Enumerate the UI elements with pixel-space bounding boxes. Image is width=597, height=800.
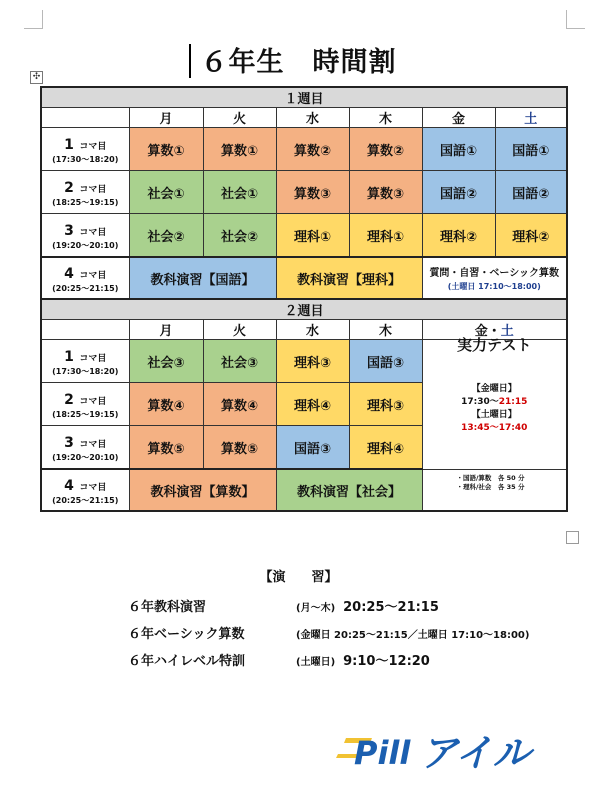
logo-text: アイル: [420, 731, 531, 775]
day-header: 木: [349, 108, 422, 128]
period-label: [41, 257, 129, 299]
class-cell: 社会①: [203, 171, 276, 214]
exercise-detail: (金曜日 20:25〜21:15／土曜日 17:10〜18:00): [296, 630, 530, 641]
period-koma: コマ目: [79, 270, 107, 281]
class-cell: 算数④: [203, 383, 276, 426]
period-label: [41, 340, 129, 383]
class-cell: 算数①: [129, 128, 203, 171]
ability-test-cell: [422, 335, 567, 470]
subject-practice-cell: 教科演習【算数】: [129, 469, 276, 511]
period-label: [41, 383, 129, 426]
exercise-row: [128, 623, 529, 642]
period-time: (18:25〜19:15): [52, 197, 119, 207]
logo-mark: Pill: [354, 734, 411, 772]
period-time: (19:20〜20:10): [52, 240, 119, 250]
day-header: 水: [276, 108, 349, 128]
class-cell: 算数③: [349, 171, 422, 214]
subject-practice-cell: 教科演習【理科】: [276, 257, 422, 299]
period-number: 2: [64, 179, 74, 196]
period-number: 4: [64, 477, 74, 494]
class-cell: 社会③: [203, 340, 276, 383]
class-cell: 国語①: [422, 128, 495, 171]
class-cell: 理科①: [276, 214, 349, 258]
exercise-name: ６年ハイレベル特訓: [128, 654, 246, 669]
class-cell: 国語③: [276, 426, 349, 470]
table-resize-handle[interactable]: [566, 531, 579, 544]
week-1-header: １週目: [41, 87, 567, 108]
page-title[interactable]: ６年生 時間割: [200, 47, 397, 78]
class-cell: 国語②: [422, 171, 495, 214]
period-number: 4: [64, 265, 74, 282]
class-cell: 社会②: [129, 214, 203, 258]
friday-header: 金・: [474, 324, 501, 339]
class-cell: 算数⑤: [203, 426, 276, 470]
test-saturday-label: 【土曜日】: [471, 409, 517, 420]
saturday-header: 土: [500, 324, 514, 339]
table-move-handle[interactable]: ✣: [30, 71, 43, 84]
exercise-name: ６年ベーシック算数: [128, 627, 245, 642]
day-header: 火: [203, 108, 276, 128]
corner-cell: [41, 320, 129, 340]
period-time: (18:25〜19:15): [52, 409, 119, 419]
class-cell: 国語③: [349, 340, 422, 383]
class-cell: 算数③: [276, 171, 349, 214]
timetable: [40, 86, 568, 512]
exercise-time: 20:25〜21:15: [343, 600, 439, 615]
period-koma: コマ目: [79, 439, 107, 450]
class-cell: 社会②: [203, 214, 276, 258]
class-cell: 国語②: [495, 171, 567, 214]
period-koma: コマ目: [79, 396, 107, 407]
test-friday-start: 17:30〜: [461, 396, 499, 407]
class-cell: 算数⑤: [129, 426, 203, 470]
exercise-days: (月〜木): [296, 603, 336, 614]
period-label: [41, 128, 129, 171]
day-header: 木: [349, 320, 422, 340]
day-header: 月: [129, 108, 203, 128]
test-friday-time: [423, 396, 567, 409]
period-label: [41, 469, 129, 511]
class-cell: 社会①: [129, 171, 203, 214]
day-header: 水: [276, 320, 349, 340]
exercise-time: 9:10〜12:20: [343, 654, 430, 669]
test-saturday-time: 13:45〜17:40: [461, 422, 528, 433]
day-header-saturday: 土: [495, 108, 567, 128]
test-friday-end: 21:15: [498, 396, 528, 407]
class-cell: 国語①: [495, 128, 567, 171]
study-cell: [422, 257, 567, 299]
period-label: [41, 171, 129, 214]
test-note: ・理科/社会 各 35 分: [456, 482, 525, 491]
exercise-row: [128, 596, 439, 615]
day-header: 火: [203, 320, 276, 340]
period-koma: コマ目: [79, 184, 107, 195]
day-header: 金: [422, 108, 495, 128]
period-time: (19:20〜20:10): [52, 452, 119, 462]
week-2-header: ２週目: [41, 299, 567, 320]
period-number: 3: [64, 434, 74, 451]
period-koma: コマ目: [79, 482, 107, 493]
class-cell: 理科③: [276, 340, 349, 383]
test-title: 実力テスト: [457, 335, 532, 354]
class-cell: 理科③: [349, 383, 422, 426]
period-label: [41, 426, 129, 470]
page-corner-mark: [566, 10, 585, 29]
period-time: (20:25〜21:15): [52, 283, 119, 293]
exercise-name: ６年教科演習: [128, 600, 207, 615]
class-cell: 理科④: [276, 383, 349, 426]
class-cell: 理科④: [349, 426, 422, 470]
test-notes-cell: [422, 469, 567, 511]
period-time: (20:25〜21:15): [52, 495, 119, 505]
period-label: [41, 214, 129, 258]
class-cell: 理科②: [495, 214, 567, 258]
period-number: 1: [64, 348, 74, 365]
test-note: ・国語/算数 各 50 分: [456, 473, 525, 482]
class-cell: 算数②: [276, 128, 349, 171]
page-corner-mark: [24, 10, 43, 29]
period-koma: コマ目: [79, 227, 107, 238]
period-time: (17:30〜18:20): [52, 154, 119, 164]
study-time: (土曜日 17:10〜18:00): [447, 282, 541, 291]
test-friday-label: 【金曜日】: [471, 383, 517, 394]
class-cell: 算数④: [129, 383, 203, 426]
class-cell: 算数①: [203, 128, 276, 171]
day-header: 月: [129, 320, 203, 340]
class-cell: 社会③: [129, 340, 203, 383]
exercise-row: [128, 650, 430, 669]
period-number: 2: [64, 391, 74, 408]
period-number: 3: [64, 222, 74, 239]
period-koma: コマ目: [79, 353, 107, 364]
class-cell: 理科①: [349, 214, 422, 258]
class-cell: 算数②: [349, 128, 422, 171]
subject-practice-cell: 教科演習【社会】: [276, 469, 422, 511]
period-time: (17:30〜18:20): [52, 366, 119, 376]
corner-cell: [41, 108, 129, 128]
class-cell: 理科②: [422, 214, 495, 258]
exercise-days: (土曜日): [296, 657, 336, 668]
company-logo: [332, 724, 564, 776]
subject-practice-cell: 教科演習【国語】: [129, 257, 276, 299]
study-label: 質問・自習・ベーシック算数: [429, 268, 560, 279]
period-koma: コマ目: [79, 141, 107, 152]
exercises-title: 【演 習】: [259, 570, 338, 585]
period-number: 1: [64, 136, 74, 153]
